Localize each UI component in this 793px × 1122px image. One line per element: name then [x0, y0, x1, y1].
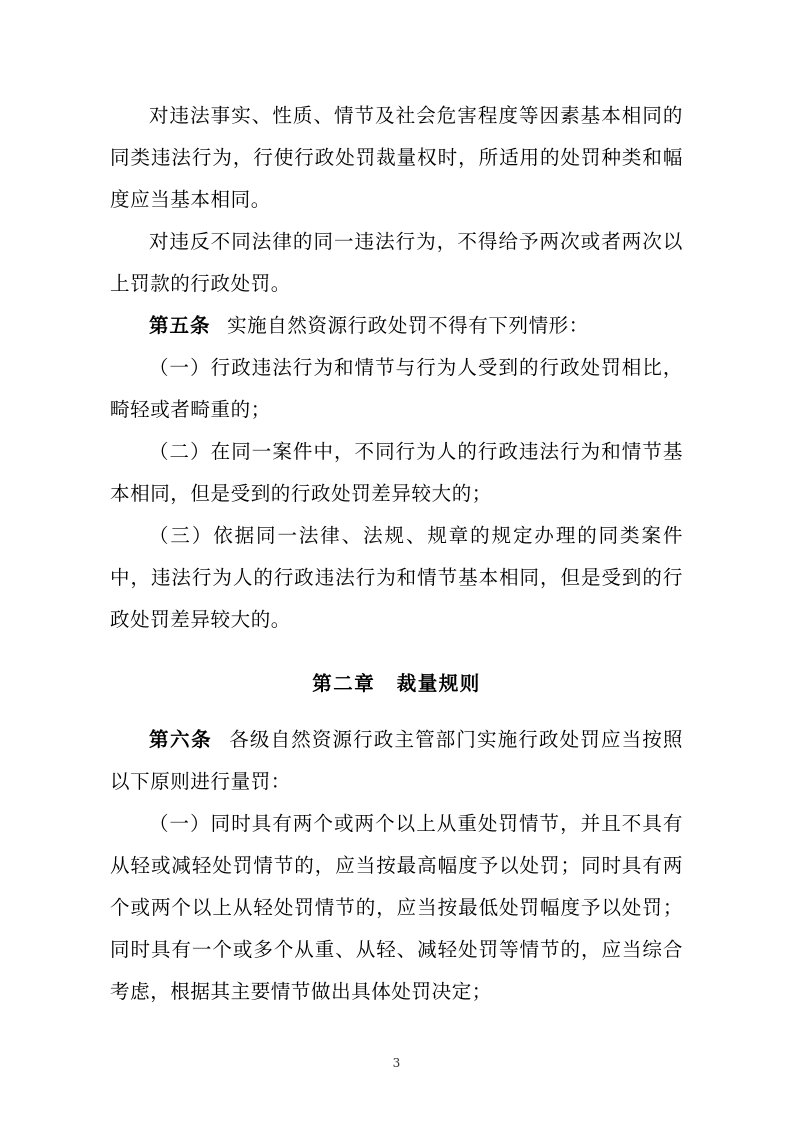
article-text: 各级自然资源行政主管部门实施行政处罚应当按照以下原则进行量罚：: [110, 728, 683, 793]
article-number: 第五条: [149, 314, 211, 337]
chapter-number: 第二章: [312, 672, 376, 695]
paragraph: （三）依据同一法律、法规、规章的规定办理的同类案件中，违法行为人的行政违法行为和情节基本相同，但是受到的行政处罚差异较大的。: [110, 524, 683, 631]
paragraph: （一）同时具有两个或两个以上从重处罚情节，并且不具有从轻或减轻处罚情节的，应当按最高幅度予以处罚；同时具有两个或两个以上从轻处罚情节的，应当按最低处罚幅度予以处罚；同时具有一个或多个从重、从轻、减轻处罚等情节的，应当综合考虑，根据其主要情节做出具体处罚决定；: [110, 812, 683, 1003]
chapter-heading: [110, 663, 683, 705]
chapter-title-text: 裁量规则: [396, 672, 481, 695]
article-number: 第六条: [149, 728, 213, 751]
article-paragraph: [110, 719, 683, 803]
article-text: 实施自然资源行政处罚不得有下列情形：: [227, 314, 589, 337]
paragraph: 对违反不同法律的同一违法行为，不得给予两次或者两次以上罚款的行政处罚。: [110, 230, 683, 295]
paragraph: （一）行政违法行为和情节与行为人受到的行政处罚相比，畸轻或者畸重的；: [110, 356, 683, 421]
paragraph: 对违法事实、性质、情节及社会危害程度等因素基本相同的同类违法行为，行使行政处罚裁量权时，所适用的处罚种类和幅度应当基本相同。: [110, 104, 683, 211]
document-body: [110, 95, 683, 1013]
page-number: 3: [392, 1056, 401, 1070]
paragraph: （二）在同一案件中，不同行为人的行政违法行为和情节基本相同，但是受到的行政处罚差异较大的；: [110, 440, 683, 505]
article-paragraph: [110, 305, 683, 347]
